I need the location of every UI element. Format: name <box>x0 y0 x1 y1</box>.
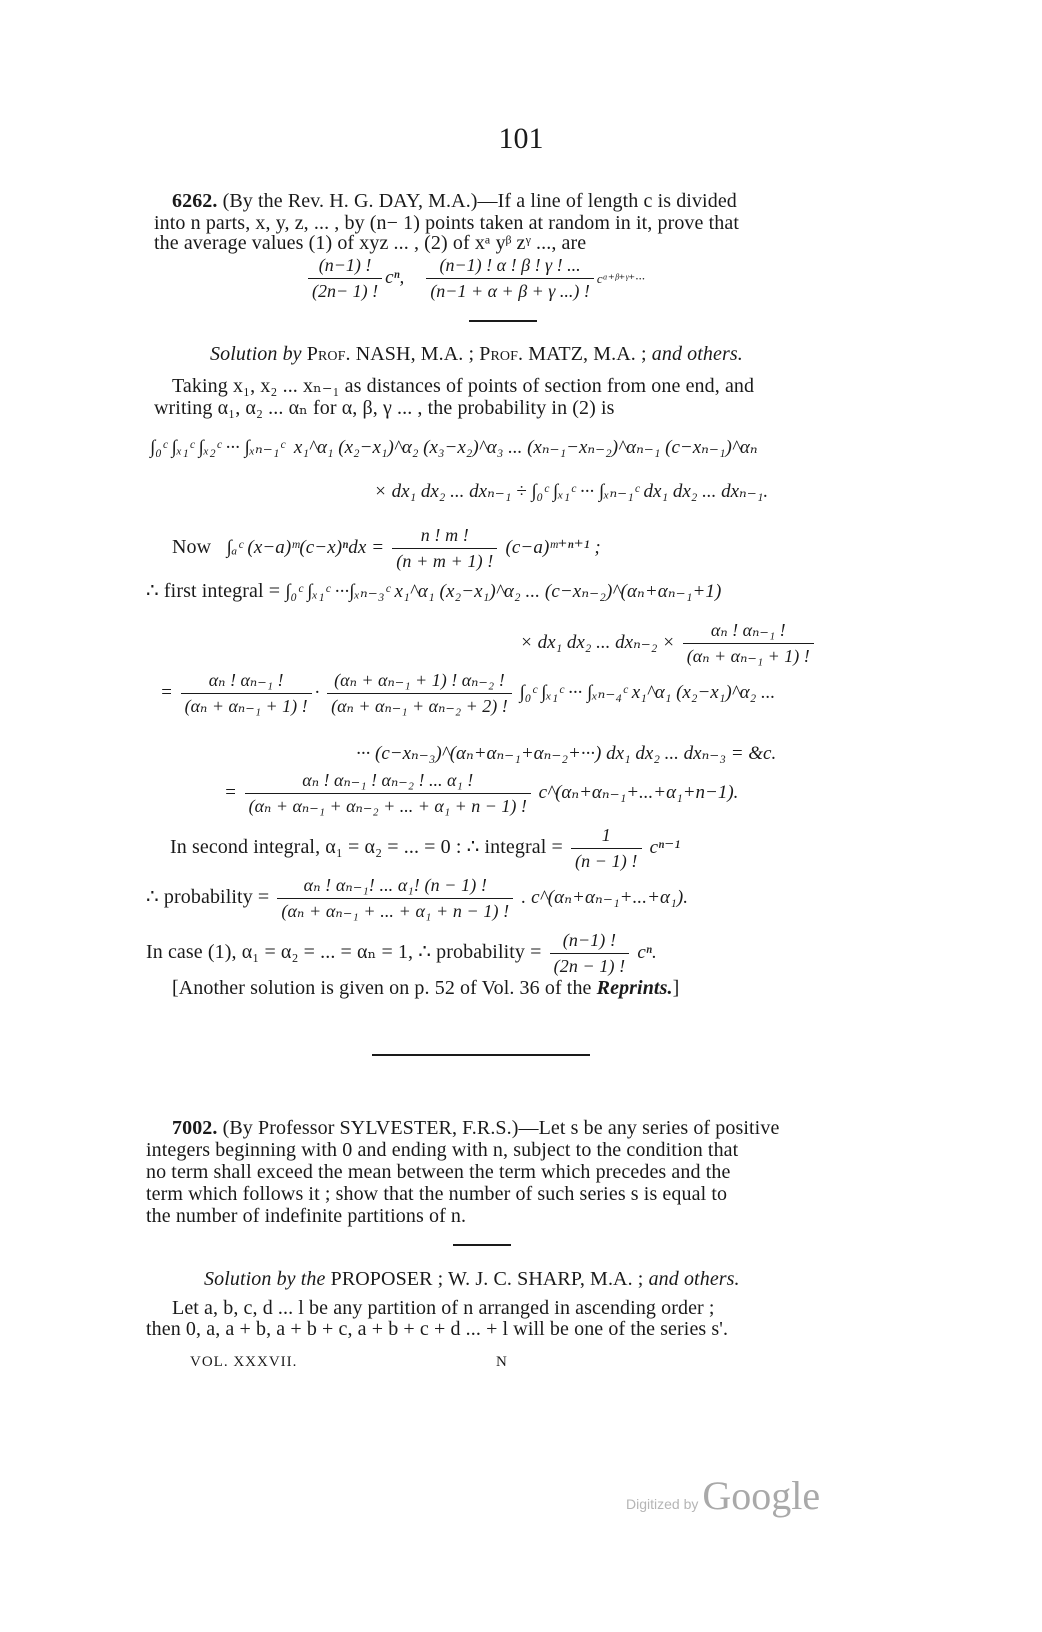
problem-6262-display-formula: $\frac{(n-1) !}{(2n- 1) !}$ cⁿ, $\frac{(n-1) ! \alpha ! \beta ! \gamma ! ...}{(n-1 + \alpha + \beta + \gamma ...) !}$ cᵅ⁺ᵝ⁺ᵞ⁺··· <box>305 255 645 302</box>
solution-7002-line2: then 0, a, a + b, a + b + c, a + b + c + d ... + l will be one of the series s'. <box>146 1318 729 1340</box>
fraction: $\frac{(n-1) !}{(2n- 1) !}$ <box>308 255 382 302</box>
equation-now: Now ∫ₐᶜ (x−a)ᵐ(c−x)ⁿdx = $\frac{n ! m !}{(n + m + 1) !}$ (c−a)ᵐ⁺ⁿ⁺¹ ; <box>172 525 601 571</box>
solution-heading: Solution by the PROPOSER ; W. J. C. SHARP, M.A. ; and others. <box>204 1268 740 1290</box>
equation-first-integral: ∴ first integral = ∫₀ᶜ ∫ₓ₁ᶜ ···∫ₓₙ₋₃ᶜ x₁^α₁ (x₂−x₁)^α₂ ... (c−xₙ₋₂)^(αₙ+αₙ₋₁+1) <box>146 580 722 602</box>
problem-text: (By Professor SYLVESTER, F.R.S.)—Let s be any series of positive <box>222 1117 780 1139</box>
problem-number: 7002. <box>172 1117 218 1139</box>
another-solution-note: [Another solution is given on p. 52 of Vol. 36 of the Reprints.] <box>172 977 680 999</box>
digitized-watermark: Digitized by Google <box>626 1473 821 1518</box>
problem-6262-line2: into n parts, x, y, z, ... , by (n− 1) points taken at random in it, prove that <box>154 212 739 234</box>
equation-step-4: ··· (c−xₙ₋₃)^(αₙ+αₙ₋₁+αₙ₋₂+···) dx₁ dx₂ ... dxₙ₋₃ = &c. <box>356 743 777 764</box>
problem-7002-line3: no term shall exceed the mean between the term which precedes and the <box>146 1161 731 1183</box>
problem-7002-line4: term which follows it ; show that the number of such series s is equal to <box>146 1183 728 1205</box>
problem-7002-line5: the number of indefinite partitions of n. <box>146 1205 467 1227</box>
fraction: $\frac{\text{αₙ ! αₙ₋₁ ! αₙ₋₂ ! ... α₁ !}}{\text{(αₙ + αₙ₋₁ + αₙ₋₂ + ... + α₁ + n − 1) !}}$ <box>245 770 531 817</box>
solution-7002-line1: Let a, b, c, d ... l be any partition of n arranged in ascending order ; <box>172 1297 715 1319</box>
equation-second-integral: In second integral, α₁ = α₂ = ... = 0 : ∴ integral = $\frac{1}{(n - 1) !}$ cⁿ⁻¹ <box>170 825 681 871</box>
problem-6262-line3: the average values (1) of xyz ... , (2) of xᵃ yᵝ zᵞ ..., are <box>154 232 587 254</box>
fraction: $\frac{n ! m !}{(n + m + 1) !}$ <box>392 525 497 572</box>
short-rule <box>469 320 537 322</box>
problem-6262-line1 <box>172 190 737 213</box>
fraction: $\frac{\text{αₙ ! αₙ₋₁ !}}{\text{(αₙ + αₙ₋₁ + 1) !}}$ <box>683 620 814 667</box>
fraction: $\frac{(n-1) ! \alpha ! \beta ! \gamma ! ...}{(n-1 + \alpha + \beta + \gamma ...) !}$ <box>426 255 594 302</box>
equation-case-1: In case (1), α₁ = α₂ = ... = αₙ = 1, ∴ probability = $\frac{(n-1) !}{(2n - 1) !}$ cⁿ. <box>146 930 657 976</box>
equation-first-integral-cont: × dx₁ dx₂ ... dxₙ₋₂ × $\frac{\text{αₙ ! αₙ₋₁ !}}{\text{(αₙ + αₙ₋₁ + 1) !}}$ <box>520 620 817 667</box>
problem-7002-line2: integers beginning with 0 and ending with n, subject to the condition that <box>146 1139 739 1161</box>
equation-step-3: = $\frac{\text{αₙ ! αₙ₋₁ !}}{\text{(αₙ + αₙ₋₁ + 1) !}}$ · $\frac{\text{(αₙ + αₙ₋₁ + 1) ! αₙ₋₂ !}}{\text{(αₙ + αₙ₋₁ + αₙ₋₂ + 2) !}}$ ∫₀ᶜ ∫ₓ₁ᶜ ··· ∫ₓₙ₋₄ᶜ x₁^α₁ (x₂−x₁)^α₂ ... <box>160 670 776 716</box>
fraction: $\frac{1}{(n - 1) !}$ <box>571 825 642 872</box>
equation-integral-1-cont: × dx₁ dx₂ ... dxₙ₋₁ ÷ ∫₀ᶜ ∫ₓ₁ᶜ ··· ∫ₓₙ₋₁ᶜ dx₁ dx₂ ... dxₙ₋₁. <box>374 481 769 502</box>
section-divider <box>372 1054 590 1056</box>
solution-heading: Solution by Prof. NASH, M.A. ; Prof. MATZ, M.A. ; and others. <box>210 343 743 365</box>
fraction: $\frac{\text{αₙ ! αₙ₋₁! ... α₁! (n − 1) !}}{\text{(αₙ + αₙ₋₁ + ... + α₁ + n − 1) !}}$ <box>277 875 513 922</box>
solution-para2: writing α₁, α₂ ... αₙ for α, β, γ ... , the probability in (2) is <box>154 397 615 419</box>
volume-footer: VOL. XXXVII. <box>190 1354 298 1370</box>
fraction: $\frac{\text{(αₙ + αₙ₋₁ + 1) ! αₙ₋₂ !}}{\text{(αₙ + αₙ₋₁ + αₙ₋₂ + 2) !}}$ <box>327 670 512 717</box>
problem-number: 6262. <box>172 190 218 212</box>
fraction: $\frac{\text{αₙ ! αₙ₋₁ !}}{\text{(αₙ + αₙ₋₁ + 1) !}}$ <box>181 670 312 717</box>
signature-mark: N <box>496 1354 508 1370</box>
equation-integral-1: ∫₀ᶜ ∫ₓ₁ᶜ ∫ₓ₂ᶜ ··· ∫ₓₙ₋₁ᶜ x₁^α₁ (x₂−x₁)^α₂ (x₃−x₂)^α₃ ... (xₙ₋₁−xₙ₋₂)^αₙ₋₁ (c−xₙ₋₁)^αₙ <box>150 437 758 458</box>
short-rule <box>453 1244 511 1246</box>
solution-para1: Taking x₁, x₂ ... xₙ₋₁ as distances of points of section from one end, and <box>172 375 755 397</box>
fraction: $\frac{(n-1) !}{(2n - 1) !}$ <box>550 930 630 977</box>
page-number: 101 <box>498 122 544 155</box>
problem-text: (By the Rev. H. G. DAY, M.A.)—If a line of length c is divided <box>222 190 737 212</box>
google-logo: Google <box>702 1473 821 1518</box>
problem-7002-line1 <box>172 1117 779 1140</box>
equation-step-5: = $\frac{\text{αₙ ! αₙ₋₁ ! αₙ₋₂ ! ... α₁ !}}{\text{(αₙ + αₙ₋₁ + αₙ₋₂ + ... + α₁ + n − 1) !}}$ c^(αₙ+αₙ₋₁+...+α₁+n−1). <box>224 770 739 816</box>
equation-probability: ∴ probability = $\frac{\text{αₙ ! αₙ₋₁! ... α₁! (n − 1) !}}{\text{(αₙ + αₙ₋₁ + ... + α₁ + n − 1) !}}$ . c^(αₙ+αₙ₋₁+...+α₁). <box>146 875 689 921</box>
